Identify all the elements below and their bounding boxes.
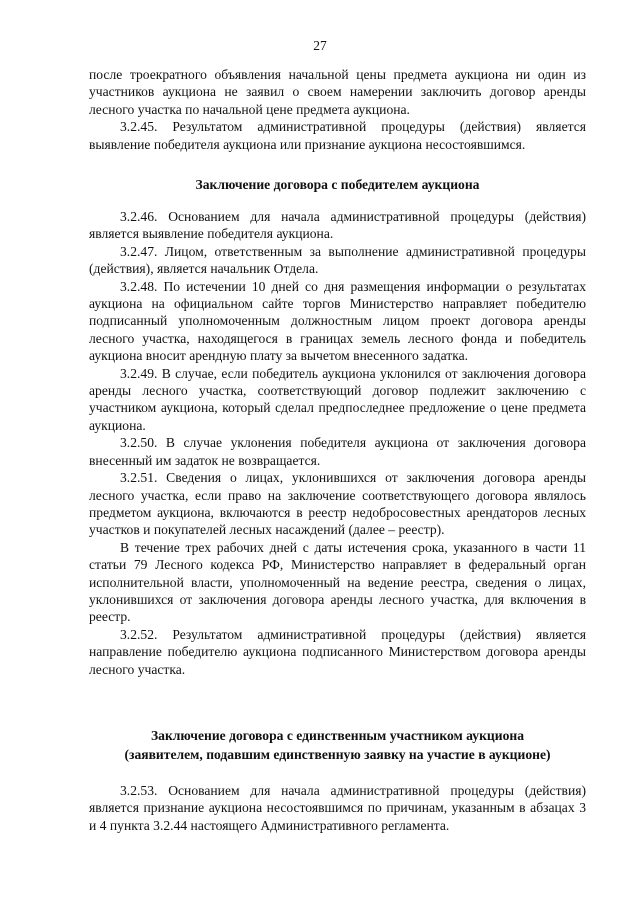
- paragraph-3-2-46: 3.2.46. Основанием для начала административной процедуры (действия) является выявление победителя аукциона.: [89, 209, 586, 242]
- paragraph-3-2-50: 3.2.50. В случае уклонения победителя аукциона от заключения договора внесенный им задаток не возвращается.: [89, 435, 586, 468]
- section-heading-contract-with-winner: [89, 176, 586, 193]
- section-heading-contract-with-sole-participant: [89, 726, 586, 765]
- heading-text: Заключение договора с победителем аукциона: [195, 177, 480, 192]
- paragraph-continuation: после троекратного объявления начальной цены предмета аукциона ни один из участников аукциона не заявил о своем намерении заключить договор аренды лесного участка по начальной цене предмета аукциона.: [89, 67, 586, 117]
- paragraph-3-2-47: 3.2.47. Лицом, ответственным за выполнение административной процедуры (действия), является начальник Отдела.: [89, 243, 586, 277]
- text-block-sole-participant: [89, 782, 586, 834]
- page-number: 27: [313, 38, 327, 53]
- paragraph-3-2-45: 3.2.45. Результатом административной процедуры (действия) является выявление победителя аукциона или признание аукциона несостоявшимся.: [89, 119, 586, 152]
- paragraph-3-2-49: 3.2.49. В случае, если победитель аукциона уклонился от заключения договора аренды лесного участка, соответствующий договор подлежит заключению с участником аукциона, который сделал предпоследнее предложение о цене предмета аукциона.: [89, 365, 586, 433]
- paragraph-3-2-51: 3.2.51. Сведения о лицах, уклонившихся от заключения договора аренды лесного участка, если право на заключение соответствующего договора являлось предметом аукциона, включаются в реестр недобросовестных арендаторов лесных участков и покупателей лесных насаждений (далее – реестр).: [89, 470, 586, 538]
- paragraph-3-2-48: 3.2.48. По истечении 10 дней со дня размещения информации о результатах аукциона на официальном сайте торгов Министерство направляет победителю подписанный уполномоченным должностным лицом проект договора аренды лесного участка, находящегося в границах земель лесного фонда и победитель аукциона вносит арендную плату за вычетом внесенного задатка.: [89, 278, 586, 364]
- text-block-auction-result: [89, 66, 586, 153]
- paragraph-3-2-52: 3.2.52. Результатом административной процедуры (действия) является направление победителю аукциона подписанного Министерством договора аренды лесного участка.: [89, 626, 586, 677]
- paragraph-3-2-53: 3.2.53. Основанием для начала административной процедуры (действия) является признание аукциона несостоявшимся по причинам, указанным в абзацах 3 и 4 пункта 3.2.44 настоящего Административного регламента.: [89, 783, 586, 833]
- text-block-contract-with-winner: [89, 208, 586, 678]
- paragraph-registry-deadline: В течение трех рабочих дней с даты истечения срока, указанного в части 11 статьи 79 Лесного кодекса РФ, Министерство направляет в федеральный орган исполнительной власти, уполномоченный на ведение реестра, сведения о лицах, уклонившихся от заключения договора аренды лесного участка, для включения в реестр.: [89, 539, 586, 625]
- heading-line-1: Заключение договора с единственным участником аукциона: [150, 728, 525, 743]
- heading-line-2: (заявителем, подавшим единственную заявку на участие в аукционе): [124, 747, 551, 763]
